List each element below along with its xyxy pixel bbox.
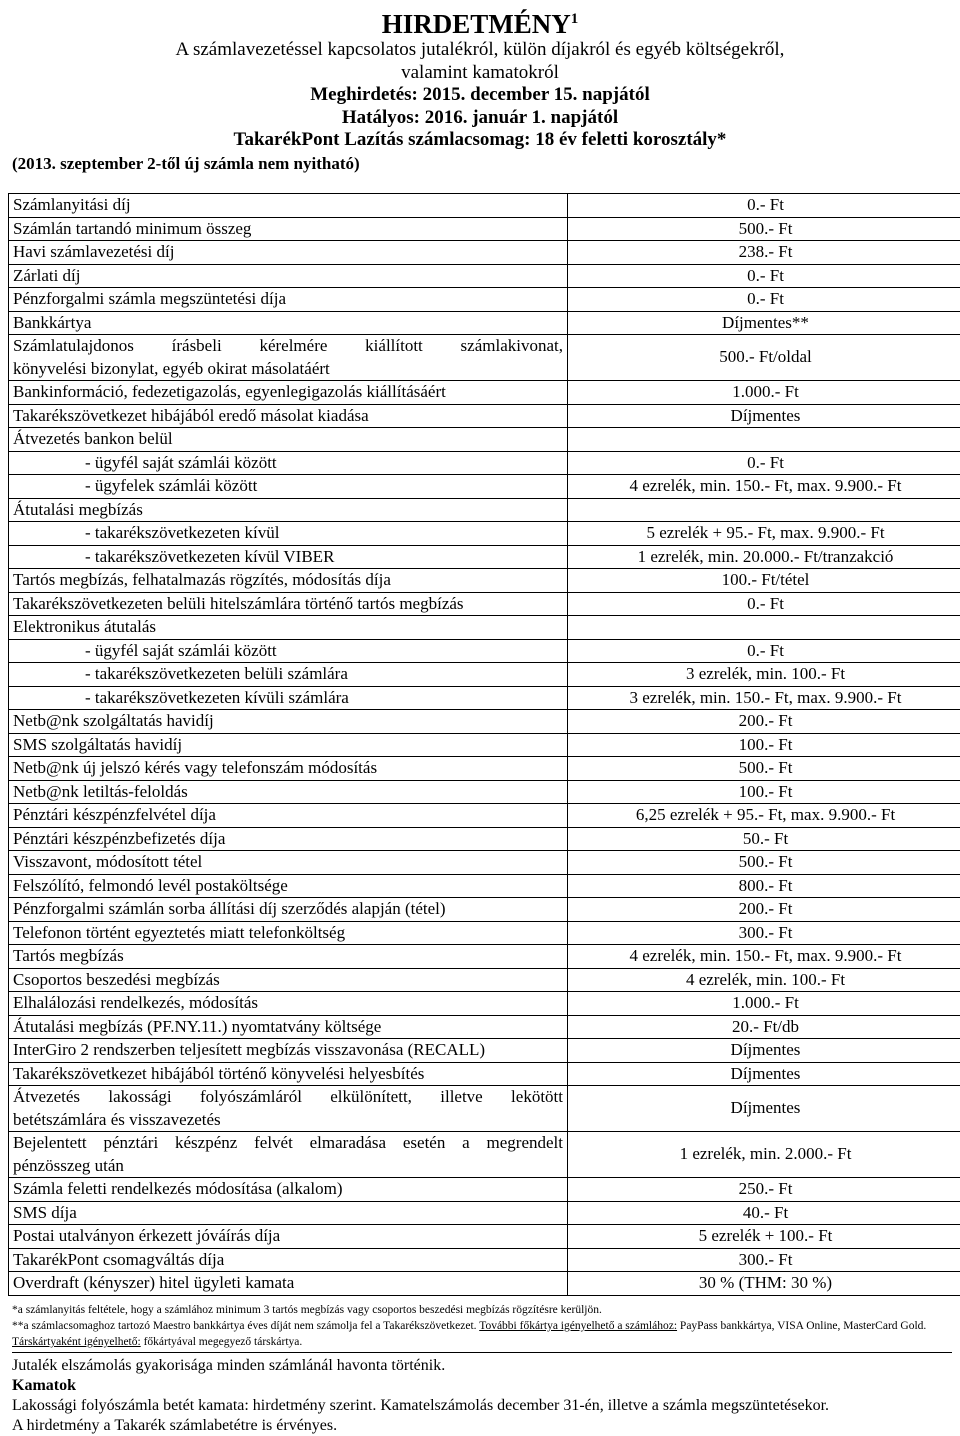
footnote-2: **a számlacsomaghoz tartozó Maestro bankkártya éves díját nem számolja fel a Takarékszövetkezet. További főkártya igényelhető a számlához: PayPass bankkártya, VISA Online, MasterCard Gold. Társkártyaként igényelhető: főkártyával megegyező társkártya. [12,1320,927,1348]
fee-group-row [9,498,960,522]
fee-row [9,592,960,616]
fee-sublabel: - takarékszövetkezeten belüli számlára [9,663,568,687]
fee-subrow [9,663,960,687]
fee-value: 800.- Ft [568,874,960,898]
announcement-date: Meghirdetés: 2015. december 15. napjától [310,84,650,105]
fee-value: 20.- Ft/db [568,1015,960,1039]
fee-row [9,288,960,312]
footnote-marker: 1 [570,11,579,27]
fee-row [9,968,960,992]
fee-row [9,1039,960,1063]
fee-row [9,945,960,969]
subtitle-line-2: valamint kamatokról [401,61,559,83]
fee-group-label: Elektronikus átutalás [9,616,568,640]
fee-row [9,1225,960,1249]
fee-value: 0.- Ft [568,592,960,616]
fee-value: 1.000.- Ft [568,992,960,1016]
fee-label: Takarékszövetkezet hibájából történő könyvelési helyesbítés [9,1062,568,1086]
fee-value: Díjmentes [568,1086,960,1132]
fee-row [9,311,960,335]
fee-label: Számlanyitási díj [9,194,568,218]
fee-value: 0.- Ft [568,194,960,218]
fee-label: Telefonon történt egyeztetés miatt telefonköltség [9,921,568,945]
fee-label: Zárlati díj [9,264,568,288]
fee-row [9,264,960,288]
fee-row [9,1248,960,1272]
fee-label: Elhalálozási rendelkezés, módosítás [9,992,568,1016]
fee-label: Postai utalványon érkezett jóváírás díja [9,1225,568,1249]
fee-value: 100.- Ft/tétel [568,569,960,593]
fee-label: Bejelentett pénztári készpénz felvét elmaradása esetén a megrendelt pénzösszeg után [9,1132,568,1178]
fee-subrow [9,475,960,499]
fee-value: 6,25 ezrelék + 95.- Ft, max. 9.900.- Ft [568,804,960,828]
fee-label: Felszólító, felmondó levél postaköltsége [9,874,568,898]
fee-group-value [568,616,960,640]
fee-label: SMS szolgáltatás havidíj [9,733,568,757]
fee-value: 1 ezrelék, min. 2.000.- Ft [568,1132,960,1178]
fee-value: 500.- Ft/oldal [568,335,960,381]
fee-row [9,921,960,945]
fee-row [9,404,960,428]
fee-label: Számla feletti rendelkezés módosítása (alkalom) [9,1178,568,1202]
fee-label: Pénzforgalmi számlán sorba állítási díj szerződés alapján (tétel) [9,898,568,922]
package-note: (2013. szeptember 2-től új számla nem nyitható) [12,153,360,173]
commission-frequency: Jutalék elszámolás gyakorisága minden számlánál havonta történik. [12,1357,446,1374]
fee-subvalue: 1 ezrelék, min. 20.000.- Ft/tranzakció [568,545,960,569]
fee-value: Díjmentes [568,404,960,428]
fee-group-value [568,428,960,452]
fee-value: 238.- Ft [568,241,960,265]
fee-table [8,193,960,1296]
fee-label: Pénztári készpénzfelvétel díja [9,804,568,828]
subtitle-line-1: A számlavezetéssel kapcsolatos jutalékról, külön díjakról és egyéb költségekről, [175,39,785,60]
fee-row [9,804,960,828]
package-name: TakarékPont Lazítás számlacsomag: 18 év feletti korosztály* [233,129,727,150]
fee-label: Takarékszövetkezet hibájából eredő másolat kiadása [9,404,568,428]
footnotes [12,1302,957,1350]
fee-label: Overdraft (kényszer) hitel ügyleti kamata [9,1272,568,1296]
fee-value: Díjmentes** [568,311,960,335]
fee-row [9,1132,960,1178]
fee-value: 0.- Ft [568,288,960,312]
fee-row [9,1178,960,1202]
fee-label: TakarékPont csomagváltás díja [9,1248,568,1272]
fee-value: 4 ezrelék, min. 150.- Ft, max. 9.900.- Ft [568,945,960,969]
fee-subvalue: 0.- Ft [568,639,960,663]
fee-row [9,1086,960,1132]
fee-subrow [9,545,960,569]
fee-row [9,569,960,593]
footnote-1: *a számlanyitás feltétele, hogy a számlához minimum 3 tartós megbízás vagy csoportos beszedési megbízás rögzítésre kerüljön. [12,1304,602,1316]
fee-value: 1.000.- Ft [568,381,960,405]
fee-group-row [9,616,960,640]
fee-label: InterGiro 2 rendszerben teljesített megbízás visszavonása (RECALL) [9,1039,568,1063]
fee-value: 500.- Ft [568,757,960,781]
document-header [0,0,960,175]
fee-row [9,992,960,1016]
fee-subvalue: 4 ezrelék, min. 150.- Ft, max. 9.900.- Ft [568,475,960,499]
fee-sublabel: - takarékszövetkezeten kívül VIBER [9,545,568,569]
fee-row [9,1272,960,1296]
fee-row [9,381,960,405]
fee-value: Díjmentes [568,1062,960,1086]
fee-value: 40.- Ft [568,1201,960,1225]
fee-label: Számlán tartandó minimum összeg [9,217,568,241]
fee-label: Pénzforgalmi számla megszüntetési díja [9,288,568,312]
interest-text: Lakossági folyószámla betét kamata: hirdetmény szerint. Kamatelszámolás december 31-én, illetve a számla megszüntetésekor. [12,1397,830,1414]
fee-value: 5 ezrelék + 100.- Ft [568,1225,960,1249]
fee-sublabel: - takarékszövetkezeten kívül [9,522,568,546]
fee-label: Bankkártya [9,311,568,335]
fee-group-row [9,428,960,452]
fee-subvalue: 3 ezrelék, min. 150.- Ft, max. 9.900.- Ft [568,686,960,710]
fee-row [9,710,960,734]
fee-row [9,780,960,804]
fee-group-value [568,498,960,522]
fee-value: 50.- Ft [568,827,960,851]
fee-value: Díjmentes [568,1039,960,1063]
fee-value: 500.- Ft [568,851,960,875]
fee-subrow [9,686,960,710]
fee-value: 100.- Ft [568,780,960,804]
fee-row [9,194,960,218]
fee-label: Pénztári készpénzbefizetés díja [9,827,568,851]
validity-text: A hirdetmény a Takarék számlabetétre is érvényes. [12,1417,338,1434]
fee-subvalue: 5 ezrelék + 95.- Ft, max. 9.900.- Ft [568,522,960,546]
fee-row [9,874,960,898]
fee-row [9,898,960,922]
fee-label: Visszavont, módosított tétel [9,851,568,875]
fee-subvalue: 0.- Ft [568,451,960,475]
document-title: HIRDETMÉNY$^1$ [381,9,579,39]
effective-date: Hatályos: 2016. január 1. napjától [341,106,619,128]
fee-sublabel: - ügyfél saját számlái között [9,639,568,663]
fee-value: 30 % (THM: 30 %) [568,1272,960,1296]
fee-label: SMS díja [9,1201,568,1225]
fee-row [9,241,960,265]
fee-group-label: Átutalási megbízás [9,498,568,522]
fee-subrow [9,639,960,663]
interest-heading: Kamatok [12,1377,76,1394]
fee-value: 0.- Ft [568,264,960,288]
bottom-section [12,1352,952,1436]
fee-label: Tartós megbízás [9,945,568,969]
fee-label: Netb@nk letiltás-feloldás [9,780,568,804]
fee-value: 300.- Ft [568,921,960,945]
fee-value: 200.- Ft [568,898,960,922]
fee-value: 250.- Ft [568,1178,960,1202]
fee-row [9,827,960,851]
fee-label: Havi számlavezetési díj [9,241,568,265]
fee-row [9,851,960,875]
fee-subrow [9,451,960,475]
fee-label: Bankinformáció, fedezetigazolás, egyenlegigazolás kiállításáért [9,381,568,405]
fee-label: Netb@nk szolgáltatás havidíj [9,710,568,734]
fee-sublabel: - takarékszövetkezeten kívüli számlára [9,686,568,710]
fee-row [9,733,960,757]
fee-sublabel: - ügyfél saját számlái között [9,451,568,475]
fee-label: Csoportos beszedési megbízás [9,968,568,992]
fee-row [9,1015,960,1039]
fee-label: Netb@nk új jelszó kérés vagy telefonszám módosítás [9,757,568,781]
fee-label: Átvezetés lakossági folyószámláról elkülönített, illetve lekötött betétszámlára és visszavezetés [9,1086,568,1132]
fee-row [9,1201,960,1225]
fee-sublabel: - ügyfelek számlái között [9,475,568,499]
fee-value: 500.- Ft [568,217,960,241]
fee-row [9,335,960,381]
fee-group-label: Átvezetés bankon belül [9,428,568,452]
fee-subrow [9,522,960,546]
fee-label: Takarékszövetkezeten belüli hitelszámlára történő tartós megbízás [9,592,568,616]
fee-value: 4 ezrelék, min. 100.- Ft [568,968,960,992]
fee-subvalue: 3 ezrelék, min. 100.- Ft [568,663,960,687]
fee-value: 200.- Ft [568,710,960,734]
fee-label: Tartós megbízás, felhatalmazás rögzítés, módosítás díja [9,569,568,593]
fee-row [9,1062,960,1086]
fee-value: 300.- Ft [568,1248,960,1272]
fee-value: 100.- Ft [568,733,960,757]
fee-row [9,217,960,241]
fee-label: Átutalási megbízás (PF.NY.11.) nyomtatvány költsége [9,1015,568,1039]
fee-label: Számlatulajdonos írásbeli kérelmére kiállított számlakivonat, könyvelési bizonylat, egyéb okirat másolatáért [9,335,568,381]
fee-row [9,757,960,781]
